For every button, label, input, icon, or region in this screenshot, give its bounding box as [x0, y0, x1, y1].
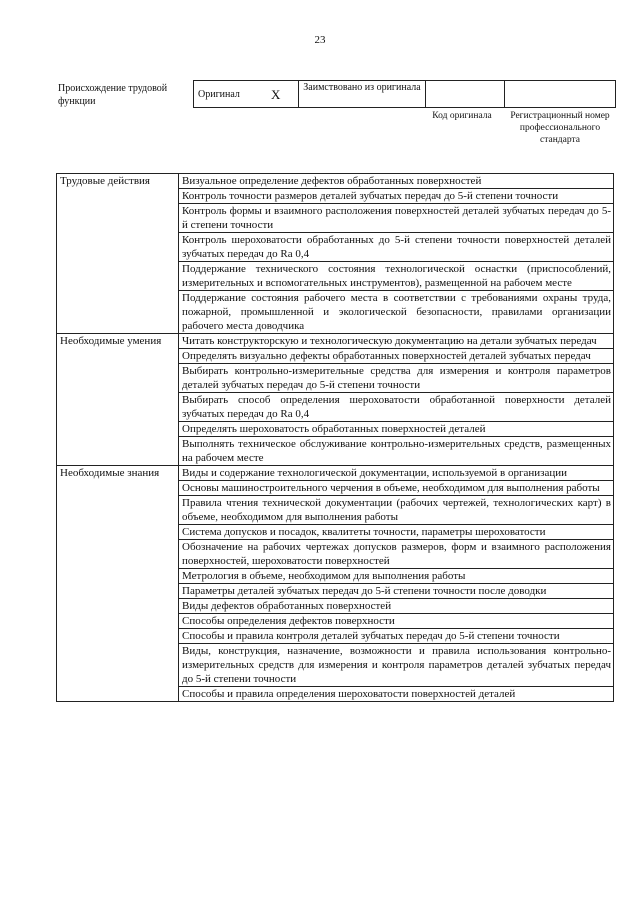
section-item: Читать конструкторскую и технологическую документацию на детали зубчатых передач: [179, 334, 614, 349]
section-item: Параметры деталей зубчатых передач до 5-й степени точности после доводки: [179, 584, 614, 599]
section-item: Виды, конструкция, назначение, возможности и правила использования контрольно-измерительных средств для измерения и контроля параметров деталей зубчатых передач до 5-й степени точности: [179, 644, 614, 687]
section-item: Способы и правила определения шероховатости поверхностей деталей: [179, 687, 614, 702]
registration-caption: Регистрационный номер профессионального стандарта: [510, 111, 610, 145]
section-item: Способы определения дефектов поверхности: [179, 614, 614, 629]
section-item: Виды и содержание технологической документации, используемой в организации: [179, 466, 614, 481]
section-category: Необходимые умения: [57, 334, 179, 466]
section-item: Выполнять техническое обслуживание контрольно-измерительных средств, размещенных на рабочем месте: [179, 437, 614, 466]
section-item: Выбирать контрольно-измерительные средства для измерения и контроля параметров деталей зубчатых передач до 5-й степени точности: [179, 364, 614, 393]
section-item: Поддержание состояния рабочего места в соответствии с требованиями охраны труда, пожарной, промышленной и экологической безопасности, правилами организации рабочего места доводчика: [179, 291, 614, 334]
section-item: Система допусков и посадок, квалитеты точности, параметры шероховатости: [179, 525, 614, 540]
section-item: Виды дефектов обработанных поверхностей: [179, 599, 614, 614]
table-row: [57, 466, 614, 481]
section-category: Необходимые знания: [57, 466, 179, 702]
section-item: Правила чтения технической документации (рабочих чертежей, технологических карт) в объеме, необходимом для выполнения работы: [179, 496, 614, 525]
section-item: Определять визуально дефекты обработанных поверхностей деталей зубчатых передач: [179, 349, 614, 364]
original-cell: [194, 81, 299, 108]
original-mark: X: [271, 87, 281, 102]
table-row: [57, 334, 614, 349]
section-item: Контроль формы и взаимного расположения поверхностей деталей зубчатых передач до 5-й степени точности: [179, 204, 614, 233]
section-item: Поддержание технического состояния технологической оснастки (приспособлений, измерительных и вспомогательных инструментов), размещенной на рабочем месте: [179, 262, 614, 291]
function-origin-label: Происхождение трудовой функции: [58, 83, 168, 107]
section-item: Контроль шероховатости обработанных до 5-й степени точности поверхностей деталей зубчатых передач до Ra 0,4: [179, 233, 614, 262]
section-item: Визуальное определение дефектов обработанных поверхностей: [179, 174, 614, 189]
registration-cell: [505, 81, 616, 108]
code-caption: Код оригинала: [432, 111, 492, 121]
borrowed-cell: Заимствовано из оригинала: [299, 81, 426, 108]
code-cell: [426, 81, 505, 108]
section-item: Обозначение на рабочих чертежах допусков размеров, форм и взаимного расположения поверхностей, шероховатости поверхностей: [179, 540, 614, 569]
section-item: Основы машиностроительного черчения в объеме, необходимом для выполнения работы: [179, 481, 614, 496]
section-item: Выбирать способ определения шероховатости обработанной поверхности деталей зубчатых передач до Ra 0,4: [179, 393, 614, 422]
section-item: Определять шероховатость обработанных поверхностей деталей: [179, 422, 614, 437]
labor-function-table: [56, 173, 614, 702]
function-origin-table: [193, 80, 616, 108]
section-item: Способы и правила контроля деталей зубчатых передач до 5-й степени точности: [179, 629, 614, 644]
section-item: Метрология в объеме, необходимом для выполнения работы: [179, 569, 614, 584]
table-row: [57, 174, 614, 189]
original-label: Оригинал: [198, 88, 240, 100]
page-number: 23: [314, 34, 326, 46]
section-item: Контроль точности размеров деталей зубчатых передач до 5-й степени точности: [179, 189, 614, 204]
section-category: Трудовые действия: [57, 174, 179, 334]
